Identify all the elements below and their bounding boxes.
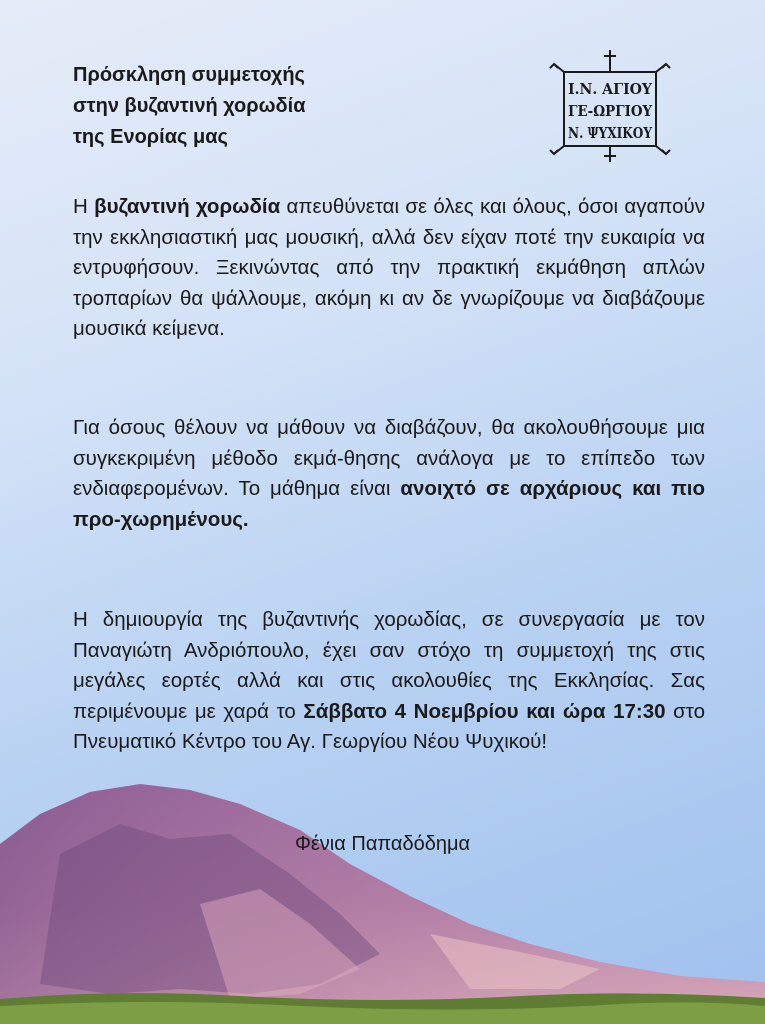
title-line: Πρόσκληση συμμετοχής [73, 64, 305, 86]
method-paragraph [73, 413, 705, 535]
title-line: της Ενορίας μας [73, 126, 228, 148]
bold-text: ανοιχτό σε αρχάριους και πιο προ-χωρημένους. [73, 477, 705, 531]
bold-text: βυζαντινή χορωδία [94, 195, 281, 218]
text-span: στο Πνευματικό Κέντρο του Αγ. Γεωργίου Νέου Ψυχικού! [73, 699, 705, 753]
parish-seal-logo [542, 46, 678, 166]
text-span: Η δημιουργία της βυζαντινής χορωδίας, σε συνεργασία με τον Παναγιώτη Ανδριόπουλο, έχει σαν στόχο τη συμμετοχή της στις μεγάλες εορτές αλλά και στις ακολουθίες της Εκκλησίας. Σας περιμένουμε με χαρά το [73, 608, 705, 723]
intro-paragraph [73, 192, 705, 345]
seal-text-line: ΓΕ-ΩΡΓΙΟΥ [568, 102, 653, 120]
signature: Φένια Παπαδόδημα [294, 833, 471, 855]
mountain-illustration [0, 784, 765, 1024]
text-span: απευθύνεται σε όλες και όλους, όσοι αγαπούν την εκκλησιαστική μας μουσική, αλλά δεν είχαν ποτέ την ευκαιρία να εντρυφήσουν. Ξεκινώντας από την πρακτική εκμάθηση απλών τροπαρίων θα ψάλλουμε, ακόμη κι αν δε γνωρίζουμε να διαβάζουμε μουσικά κείμενα. [73, 195, 706, 340]
seal-text-line: Ν. ΨΥΧΙΚΟΥ [568, 124, 653, 142]
invitation-title [73, 60, 433, 153]
text-span: Για όσους θέλουν να μάθουν να διαβάζουν, θα ακολουθήσουμε μια συγκεκριμένη μέθοδο εκμά-θησης ανάλογα με το επίπεδο των ενδιαφερομένων. Το μάθημα είναι [73, 416, 705, 500]
seal-text-line: Ι.Ν. ΑΓΙΟΥ [568, 80, 653, 98]
event-date: Σάββατο 4 Νοεμβρίου και ώρα 17:30 [303, 699, 666, 723]
text-span: Η [73, 195, 95, 218]
title-line: στην βυζαντινή χορωδία [73, 95, 306, 117]
event-paragraph [73, 605, 705, 758]
